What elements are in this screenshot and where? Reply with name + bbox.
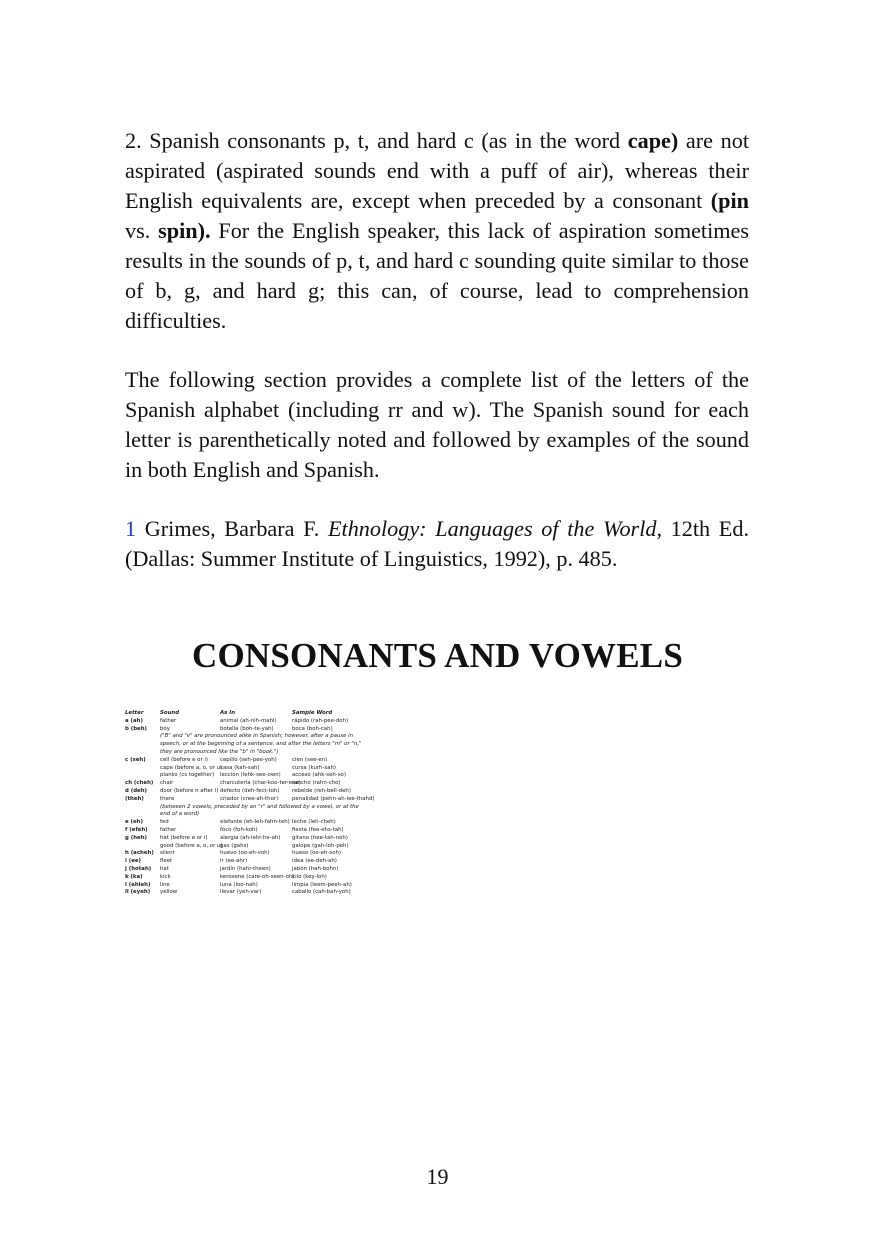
sound-cell: chair [160,780,174,787]
section-heading: CONSONANTS AND VOWELS [191,636,684,675]
alphabet-row [125,788,385,796]
sample-word-cell: cien (see-en) [292,756,328,763]
as-in-cell: huevo (oo-eh-voh) [220,850,270,857]
letter-cell [125,765,160,773]
page-number: 19 [426,1164,449,1189]
sound-cell: door (before n after l) [160,787,219,794]
alphabet-row [125,726,385,734]
para1-text-3: vs. [125,218,159,243]
as-in-cell: llevar (yeh-var) [220,889,262,896]
footnote-rest: 12th Ed. (Dallas: Summer Institute of Linguistics, 1992), p. 485. [125,516,749,571]
footnote-title: Ethnology: Languages of the World, [327,516,662,541]
header-letter: Letter [125,710,144,716]
as-in-cell: alergia (ah-lehr-he-ah) [220,834,281,841]
as-in-cell: animal (ah-nih-mahl) [220,717,277,724]
as-in-cell: criador (cree-ah-thor) [220,795,279,802]
letter-cell [125,772,160,780]
alphabet-row [125,850,385,858]
letter-cell: l (ehleh) [125,881,151,888]
as-in-cell: charcutería (char-koo-ter-eea) [220,780,301,787]
alphabet-note: (between 2 vowels, preceded by an "r" and followed by a vowel, or at the end of a word) [160,803,359,818]
sound-cell: fleet [160,858,173,865]
as-in-cell: casa (kah-sah) [220,764,260,771]
sample-word-cell: kilo (key-loh) [292,873,327,880]
sample-word-cell: rápido (rah-pee-doh) [292,717,349,724]
letter-cell: (theh) [125,795,144,802]
sound-cell: planks (cs together) [160,772,215,779]
sound-cell: kick [160,873,171,880]
footnote [125,514,749,574]
sound-cell: father [160,717,177,724]
sound-cell: silent [160,850,175,857]
sound-cell: cape (before a, o, or u) [160,764,223,771]
alphabet-table [125,710,385,897]
as-in-cell: cepillo (seh-pee-yoh) [220,756,277,763]
sound-cell: cell (before e or i) [160,756,209,763]
alphabet-header-row [125,710,385,718]
para1-text-1: 2. Spanish consonants p, t, and hard c (as in the word [125,128,628,153]
as-in-cell: botella (boh-te-yah) [220,725,274,732]
alphabet-row [125,835,385,843]
letter-cell [125,843,160,851]
alphabet-row [125,772,385,780]
alphabet-row [125,882,385,890]
letter-cell: ch (cheh) [125,780,154,787]
sound-cell: fed [160,819,169,826]
para1-text-2: are not aspirated (aspirated sounds end with a puff of air), whereas their English equivalents are, except when preceded by a consonant [125,128,750,213]
paragraph-aspiration [125,126,749,336]
para1-bold-spin: spin). [158,218,211,243]
sample-word-cell: hueso (oo-eh-soh) [292,850,342,857]
letter-cell: i (ee) [125,858,141,865]
para1-bold-cape: cape) [627,128,679,153]
para1-bold-pin: (pin [710,188,749,213]
letter-cell: k (ka) [125,873,143,880]
as-in-cell: foco (foh-koh) [220,826,258,833]
sound-cell: there [160,795,175,802]
sample-word-cell: acceso (ahk-seh-so) [292,772,346,779]
as-in-cell: elefante (eh-leh-fahn-teh) [220,819,290,826]
alphabet-row [125,757,385,765]
alphabet-row [125,866,385,874]
sample-word-cell: cursa (kurh-sah) [292,764,337,771]
sample-word-cell: caballo (cah-bah-yoh) [292,889,351,896]
sample-word-cell: idea (ee-deh-ah) [292,858,337,865]
sound-cell: hat [160,865,169,872]
page-body [125,126,749,574]
alphabet-row [125,718,385,726]
alphabet-row [125,827,385,835]
letter-cell: d (deh) [125,787,148,794]
letter-cell: c (seh) [125,756,146,763]
sample-word-cell: fiesta (fee-ehs-tah) [292,826,344,833]
letter-cell: g (heh) [125,834,147,841]
letter-cell: j (hotah) [125,865,152,872]
as-in-cell: luna (loo-nah) [220,881,258,888]
sample-word-cell: boca (boh-cah) [292,725,333,732]
alphabet-row [125,889,385,897]
sample-word-cell: rancho (rahn-cho) [292,780,341,787]
header-as-in: As In [220,710,236,716]
letter-cell: b (beh) [125,725,148,732]
as-in-cell: ir (ee-ahr) [220,858,248,865]
sample-word-cell: leche (leh-cheh) [292,819,336,826]
sound-cell: good (before a, o, or u) [160,842,223,849]
alphabet-row [125,819,385,827]
letter-cell: f (efeh) [125,826,148,833]
para1-text-4: For the English speaker, this lack of aspiration sometimes results in the sounds of p, t, and hard c sounding quite similar to those of b, g, and hard g; this can, of course, lead to comprehension difficulties. [125,218,749,333]
alphabet-row [125,843,385,851]
letter-cell: a (ah) [125,717,143,724]
as-in-cell: gas (gahs) [220,842,249,849]
alphabet-row [125,796,385,804]
header-sound: Sound [160,710,180,716]
letter-cell: ll (eyeh) [125,889,151,896]
footnote-author: Grimes, Barbara F. [136,516,328,541]
sample-word-cell: penalidad (pehn-ah-lee-thahd) [292,795,375,802]
alphabet-row [125,874,385,882]
sound-cell: line [160,881,170,888]
sample-word-cell: rebelde (reh-bell-deh) [292,787,351,794]
footnote-number: 1 [125,516,137,541]
sample-word-cell: jabón (hah-bohn) [292,865,339,872]
sample-word-cell: gitano (hee-tah-noh) [292,834,348,841]
paragraph-alphabet-intro: The following section provides a complete list of the letters of the Spanish alphabet (including rr and w). The Spanish sound for each letter is parenthetically noted and followed by examples of the sound in both English and Spanish. [125,367,749,482]
as-in-cell: jardín (hahr-theen) [220,865,271,872]
sound-cell: hat (before e or i) [160,834,208,841]
as-in-cell: kerosene (care-oh-seen-oh) [220,873,295,880]
alphabet-row [125,780,385,788]
alphabet-note: ("B" and "v" are pronounced alike in Spanish; however, after a pause in speech, or at the beginning of a sentence, and after the letters "m" or "n," they are pronounced like the "b" in "book.") [160,733,362,755]
letter-cell: e (eh) [125,819,143,826]
as-in-cell: defecto (deh-fect-toh) [220,787,280,794]
sample-word-cell: galope (gah-loh-peh) [292,842,349,849]
alphabet-row [125,858,385,866]
sound-cell: father [160,826,177,833]
sound-cell: boy [160,725,170,732]
sound-cell: yellow [160,889,178,896]
header-sample-word: Sample Word [292,710,333,716]
as-in-cell: lección (lehk-see-own) [220,772,281,779]
sample-word-cell: limpia (leem-peeh-ah) [292,881,352,888]
letter-cell: h (acheh) [125,850,154,857]
